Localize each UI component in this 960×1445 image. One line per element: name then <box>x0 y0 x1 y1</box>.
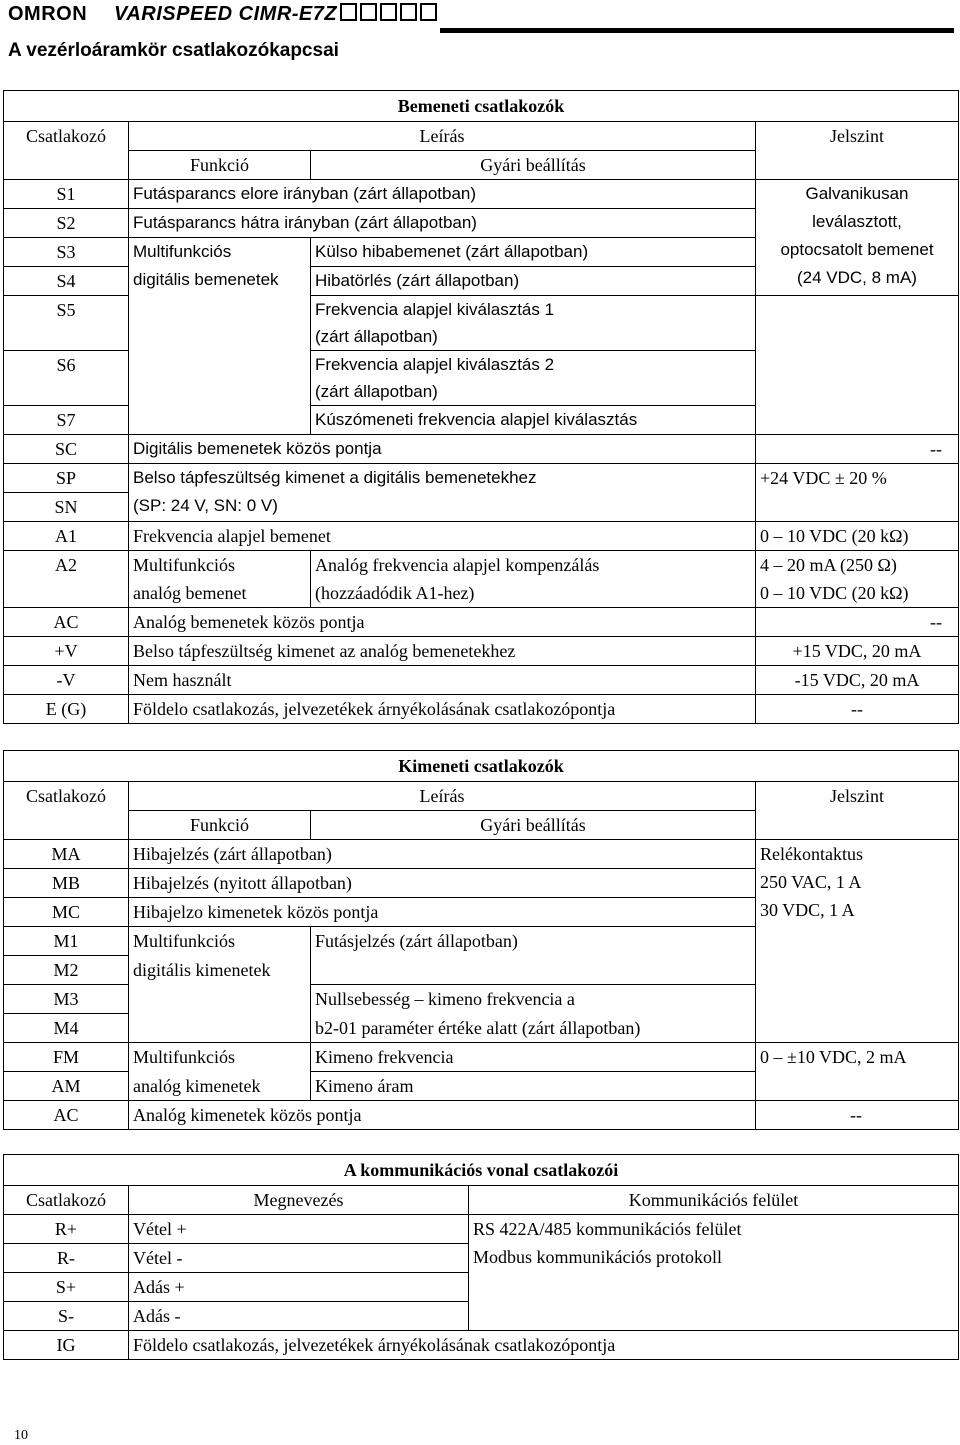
level-MV: -15 VDC, 20 mA <box>756 665 959 694</box>
desc-FM: Kimeno frekvencia <box>311 1043 756 1072</box>
func-S4: digitális bemenetek <box>129 266 311 295</box>
term-PV: +V <box>4 636 129 665</box>
level-out-AC: -- <box>756 1101 959 1130</box>
interface-line-2: Modbus kommunikációs protokoll <box>473 1247 722 1267</box>
level-A1: 0 – 10 VDC (20 kΩ) <box>756 521 959 550</box>
term-S7: S7 <box>4 405 129 434</box>
relay-line-3: 30 VDC, 1 A <box>760 900 855 920</box>
product-name-text: VARISPEED CIMR-E7Z <box>114 3 338 25</box>
relay-line-1: Relékontaktus <box>760 844 863 864</box>
func-S5-empty <box>129 295 311 350</box>
desc-MA: Hibajelzés (zárt állapotban) <box>129 840 756 869</box>
func-M2: digitális kimenetek <box>129 956 311 985</box>
page-title: A vezérloáramkör csatlakozókapcsai <box>8 40 339 61</box>
term-EG: E (G) <box>4 694 129 723</box>
term-MB: MB <box>4 869 129 898</box>
col-function: Funkció <box>129 150 311 179</box>
comm-col-interface: Kommunikációs felület <box>469 1186 959 1215</box>
term-Sminus: S- <box>4 1302 129 1331</box>
func-M3-empty <box>129 985 311 1014</box>
relay-level <box>756 840 959 1043</box>
col-description: Leírás <box>129 121 756 150</box>
desc-M3: Nullsebesség – kimeno frekvencia a <box>311 985 756 1014</box>
comm-col-terminal: Csatlakozó <box>4 1186 129 1215</box>
term-SC: SC <box>4 434 129 463</box>
col-terminal: Csatlakozó <box>4 121 129 179</box>
func-AM: analóg kimenetek <box>129 1072 311 1101</box>
term-S1: S1 <box>4 179 129 208</box>
desc-A2 <box>311 550 756 607</box>
comm-col-name: Megnevezés <box>129 1186 469 1215</box>
func-A2 <box>129 550 311 607</box>
model-code-boxes <box>337 3 437 26</box>
func-FM: Multifunkciós <box>129 1043 311 1072</box>
desc-MC: Hibajelzo kimenetek közös pontja <box>129 898 756 927</box>
relay-line-2: 250 VAC, 1 A <box>760 872 862 892</box>
comm-caption: A kommunikációs vonal csatlakozói <box>4 1155 959 1186</box>
name-IG: Földelo csatlakozás, jelvezetékek árnyékolásának csatlakozópontja <box>129 1331 959 1360</box>
desc-M2-empty <box>311 956 756 985</box>
output-terminals-table <box>3 750 959 1130</box>
term-Rplus: R+ <box>4 1215 129 1244</box>
term-SN: SN <box>4 492 129 521</box>
desc-AM: Kimeno áram <box>311 1072 756 1101</box>
comm-interface <box>469 1215 959 1331</box>
name-Rplus: Vétel + <box>129 1215 469 1244</box>
out-col-default: Gyári beállítás <box>311 811 756 840</box>
galv-line-4: (24 VDC, 8 mA) <box>797 267 917 287</box>
func-A2-line2: analóg bemenet <box>133 582 247 603</box>
desc-M4: b2-01 paraméter értéke alatt (zárt állapotban) <box>311 1014 756 1043</box>
desc-AC: Analóg bemenetek közös pontja <box>129 607 756 636</box>
desc-S5-line1: Frekvencia alapjel kiválasztás 1 <box>315 299 555 319</box>
desc-S6 <box>311 350 756 405</box>
desc-SN: (SP: 24 V, SN: 0 V) <box>129 492 756 521</box>
col-level: Jelszint <box>756 121 959 179</box>
func-S6-empty <box>129 350 311 405</box>
desc-S6-line1: Frekvencia alapjel kiválasztás 2 <box>315 354 555 374</box>
desc-S6-line2: (zárt állapotban) <box>315 381 438 401</box>
level-AC: -- <box>756 607 959 636</box>
col-default: Gyári beállítás <box>311 150 756 179</box>
page-header <box>8 2 954 26</box>
header-rule <box>440 28 954 33</box>
desc-S7: Kúszómeneti frekvencia alapjel kiválasztás <box>311 405 756 434</box>
level-SC: -- <box>756 434 959 463</box>
level-A2 <box>756 550 959 607</box>
out-col-function: Funkció <box>129 811 311 840</box>
desc-S2: Futásparancs hátra irányban (zárt állapotban) <box>129 208 756 237</box>
page-number: 10 <box>14 1428 28 1443</box>
term-S5: S5 <box>4 295 129 350</box>
desc-A2-line1: Analóg frekvencia alapjel kompenzálás <box>315 554 600 575</box>
desc-SC: Digitális bemenetek közös pontja <box>129 434 756 463</box>
term-SP: SP <box>4 463 129 492</box>
term-FM: FM <box>4 1043 129 1072</box>
desc-EG: Földelo csatlakozás, jelvezetékek árnyékolásának csatlakozópontja <box>129 694 756 723</box>
func-M1: Multifunkciós <box>129 927 311 956</box>
level-PV: +15 VDC, 20 mA <box>756 636 959 665</box>
term-Splus: S+ <box>4 1273 129 1302</box>
level-EG: -- <box>756 694 959 723</box>
term-A2: A2 <box>4 550 129 607</box>
name-Rminus: Vétel - <box>129 1244 469 1273</box>
out-col-level: Jelszint <box>756 782 959 840</box>
level-S5-S7-empty <box>756 295 959 434</box>
desc-SP: Belso tápfeszültség kimenet a digitális bemenetekhez <box>129 463 756 492</box>
desc-A1: Frekvencia alapjel bemenet <box>129 521 756 550</box>
term-A1: A1 <box>4 521 129 550</box>
interface-line-1: RS 422A/485 kommunikációs felület <box>473 1219 742 1239</box>
term-MA: MA <box>4 840 129 869</box>
term-out-AC: AC <box>4 1101 129 1130</box>
product-name <box>114 3 437 26</box>
galv-line-3: optocsatolt bemenet <box>780 239 934 259</box>
term-AC: AC <box>4 607 129 636</box>
desc-S3: Külso hibabemenet (zárt állapotban) <box>311 237 756 266</box>
term-M4: M4 <box>4 1014 129 1043</box>
level-A2-line2: 0 – 10 VDC (20 kΩ) <box>760 582 909 603</box>
term-S6: S6 <box>4 350 129 405</box>
desc-S4: Hibatörlés (zárt állapotban) <box>311 266 756 295</box>
level-A2-line1: 4 – 20 mA (250 Ω) <box>760 554 897 575</box>
term-Rminus: R- <box>4 1244 129 1273</box>
comm-terminals-table <box>3 1154 959 1360</box>
desc-S1: Futásparancs elore irányban (zárt állapotban) <box>129 179 756 208</box>
name-Splus: Adás + <box>129 1273 469 1302</box>
out-col-terminal: Csatlakozó <box>4 782 129 840</box>
desc-out-AC: Analóg kimenetek közös pontja <box>129 1101 756 1130</box>
level-SP: +24 VDC ± 20 % <box>756 463 959 521</box>
desc-PV: Belso tápfeszültség kimenet az analóg bemenetekhez <box>129 636 756 665</box>
output-caption: Kimeneti csatlakozók <box>4 751 959 782</box>
input-caption: Bemeneti csatlakozók <box>4 90 959 121</box>
galv-line-2: leválasztott, <box>812 211 902 231</box>
term-M2: M2 <box>4 956 129 985</box>
term-S4: S4 <box>4 266 129 295</box>
out-col-description: Leírás <box>129 782 756 811</box>
desc-M1: Futásjelzés (zárt állapotban) <box>311 927 756 956</box>
term-AM: AM <box>4 1072 129 1101</box>
level-FM: 0 – ±10 VDC, 2 mA <box>756 1043 959 1101</box>
term-S3: S3 <box>4 237 129 266</box>
term-M3: M3 <box>4 985 129 1014</box>
func-A2-line1: Multifunkciós <box>133 554 235 575</box>
desc-S5 <box>311 295 756 350</box>
func-S7-empty <box>129 405 311 434</box>
term-MC: MC <box>4 898 129 927</box>
galv-line-1: Galvanikusan <box>805 183 909 203</box>
term-M1: M1 <box>4 927 129 956</box>
name-Sminus: Adás - <box>129 1302 469 1331</box>
desc-A2-line2: (hozzáadódik A1-hez) <box>315 582 475 603</box>
desc-S5-line2: (zárt állapotban) <box>315 326 438 346</box>
func-S3: Multifunkciós <box>129 237 311 266</box>
desc-MV: Nem használt <box>129 665 756 694</box>
term-S2: S2 <box>4 208 129 237</box>
omron-logo: OMRON <box>8 3 88 25</box>
input-terminals-table <box>3 89 959 724</box>
func-M4-empty <box>129 1014 311 1043</box>
term-IG: IG <box>4 1331 129 1360</box>
galvanic-level <box>756 179 959 295</box>
desc-MB: Hibajelzés (nyitott állapotban) <box>129 869 756 898</box>
term-MV: -V <box>4 665 129 694</box>
